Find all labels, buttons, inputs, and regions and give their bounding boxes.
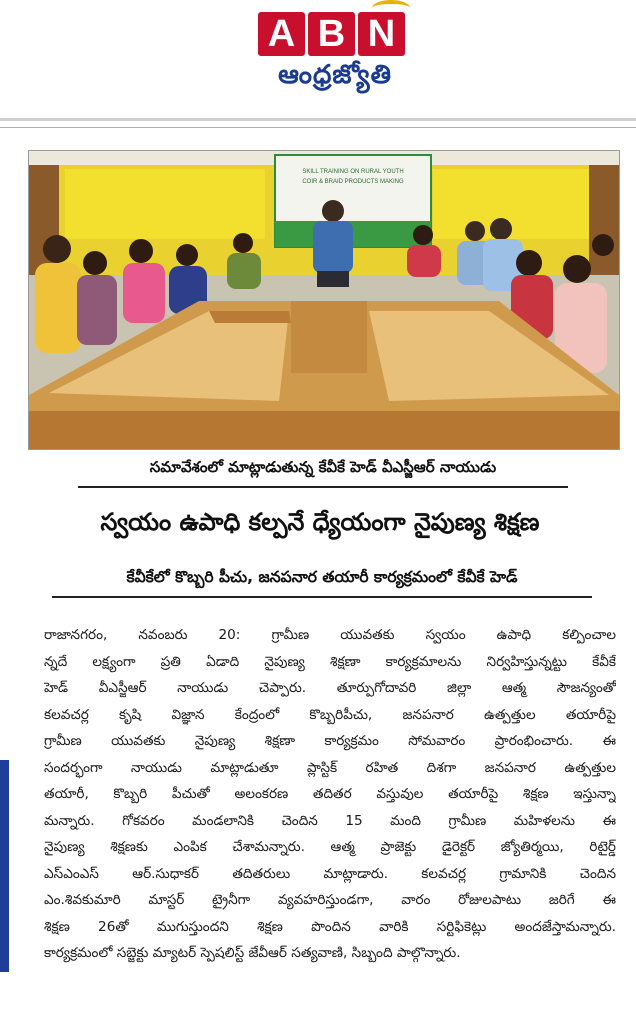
article-line: గ్రామీణ యువతకు నైపుణ్య శిక్షణా కార్యక్రమం సోమవారం ప్రారంభించారు. ఈ <box>44 733 616 749</box>
article-line: తయారీ, కొబ్బరి పీచుతో అలంకరణ తదితర వస్తువుల తయారీపై శిక్షణ ఇస్తున్నా <box>44 786 616 802</box>
article-subheadline: కేవీకేలో కొబ్బరి పీచు, జనపనార తయారీ కార్యక్రమంలో కేవీకే హెడ్ <box>52 568 592 598</box>
logo-subtitle: ఆంధ్రజ్యోతి <box>278 60 392 90</box>
logo-letter-b: B <box>308 12 355 56</box>
page-edge-bar <box>0 760 9 972</box>
article-line: న్నదే లక్ష్యంగా ప్రతి ఏడాది నైపుణ్య శిక్షణా కార్యక్రమాలను నిర్వహిస్తున్నట్టు కేవీకే <box>44 653 616 670</box>
article-body <box>44 622 616 967</box>
article-line: కలవచర్ల కృషి విజ్ఞాన కేంద్రంలో కొబ్బరిపీచు, జనపనార ఉత్పత్తుల తయారీపై <box>44 706 616 723</box>
article-line: రాజానగరం, నవంబరు 20: గ్రామీణ యువతకు స్వయం ఉపాధి కల్పించాల <box>44 627 616 643</box>
article-line: నైపుణ్య శిక్షణకు ఎంపిక చేశామన్నారు. ఆత్మ ప్రాజెక్టు డైరెక్టర్ జ్యోతిర్మయి, రిటైర్డ్ <box>44 839 616 855</box>
article-line: సందర్భంగా నాయుడు మాట్లాడుతూ ప్లాస్టిక్ రహిత దిశగా జనపనార ఉత్పత్తుల <box>44 759 616 776</box>
article-headline: స్వయం ఉపాధి కల్పనే ధ్యేయంగా నైపుణ్య శిక్షణ <box>100 508 540 536</box>
article-line: కార్యక్రమంలో సబ్జెక్టు మ్యాటర్ స్పెషలిస్ట్ జేవీఆర్ సత్యవాణి, సిబ్బంది పాల్గొన్నారు. <box>44 945 461 961</box>
article-line: శిక్షణ 26తో ముగుస్తుందని శిక్షణ పొందిన వారికి సర్టిఫికెట్లు అందజేస్తామన్నారు. <box>44 918 616 935</box>
news-photo <box>28 150 620 450</box>
masthead <box>0 0 636 120</box>
photo-caption: సమావేశంలో మాట్లాడుతున్న కేవీకే హెడ్ వీఎస్జీఆర్ నాయుడు <box>78 458 568 488</box>
banner-text-line-1: SKILL TRAINING ON RURAL YOUTH <box>302 169 404 175</box>
logo-letter-a: A <box>258 12 305 56</box>
meeting-photo-illustration <box>29 151 619 449</box>
abn-logo <box>258 12 405 56</box>
article-line: హెడ్ వీఎస్జీఆర్ నాయుడు చెప్పారు. తూర్పుగోదావరి జిల్లా ఆత్మ సౌజన్యంతో <box>44 680 616 696</box>
logo-letter-n: N <box>358 12 405 56</box>
masthead-divider-thin <box>0 127 636 128</box>
article-line: మన్నారు. గోకవరం మండలానికి చెందిన 15 మంది గ్రామీణ మహిళలను ఈ <box>44 812 616 829</box>
masthead-divider <box>0 118 636 121</box>
banner-text-line-2: COIR & BRAID PRODUCTS MAKING <box>302 179 404 185</box>
article-line: ఎం.శివకుమారి మాస్టర్ ట్రైనీగా వ్యవహరిస్తుండగా, వారం రోజులపాటు జరిగే ఈ <box>44 892 616 908</box>
article-line: ఎస్ఎంఎస్ ఆర్.సుధాకర్ తదితరులు మాట్లాడారు. కలవచర్ల గ్రామానికి చెందిన <box>44 865 616 882</box>
